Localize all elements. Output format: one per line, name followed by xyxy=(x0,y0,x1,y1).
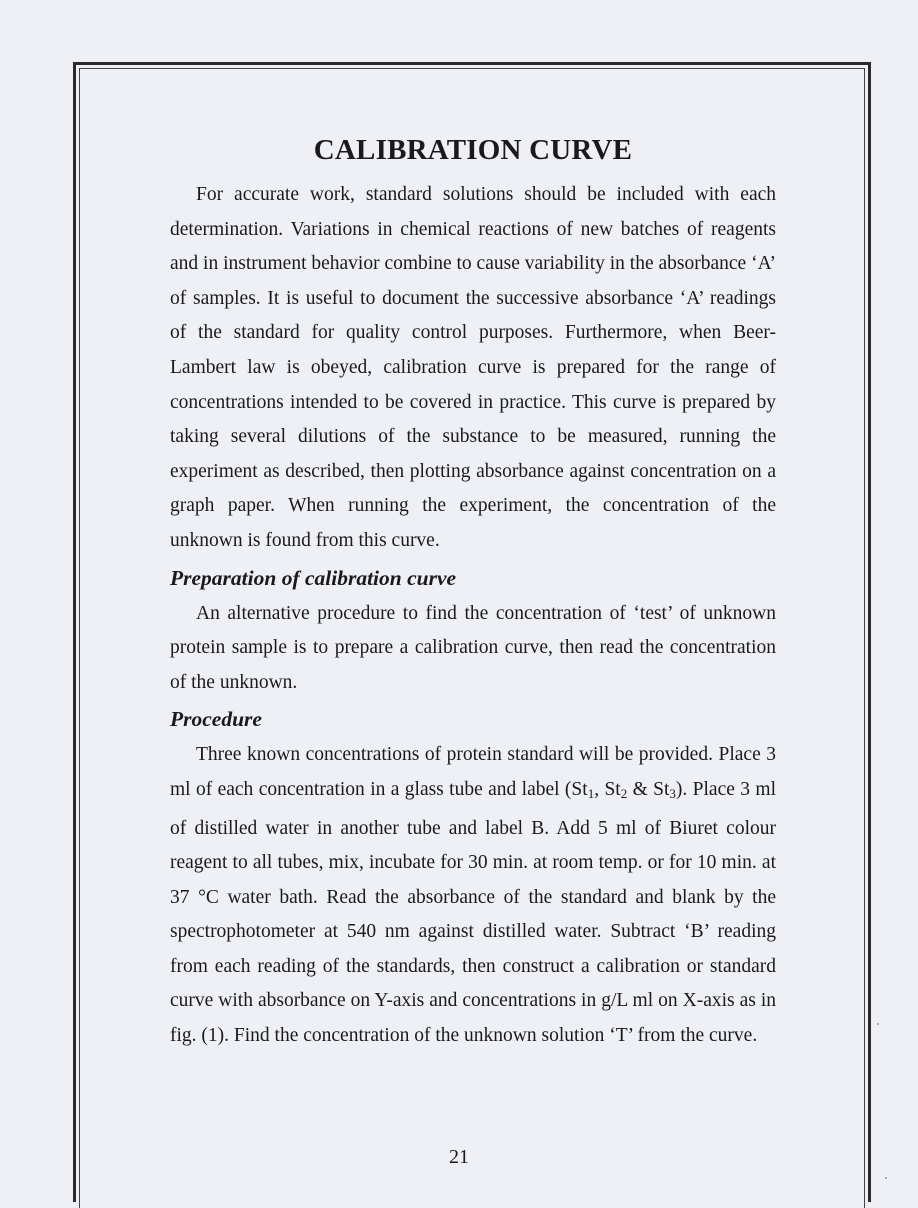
procedure-text-part3: & St xyxy=(627,778,670,800)
procedure-paragraph xyxy=(170,738,776,1053)
scan-speck xyxy=(877,1023,879,1025)
subscript-2: 2 xyxy=(620,785,628,801)
intro-paragraph: For accurate work, standard solutions should be included with each determination. Variations in chemical reactions of new batches of reagents and in instrument behavior combine to cause variability in the absorbance ‘A’ of samples. It is useful to document the successive absorbance ‘A’ readings of the standard for quality control purposes. Furthermore, when Beer-Lambert law is obeyed, calibration curve is prepared for the range of concentrations intended to be covered in practice. This curve is prepared by taking several dilutions of the substance to be measured, running the experiment as described, then plotting absorbance against concentration on a graph paper. When running the experiment, the concentration of the unknown is found from this curve. xyxy=(170,184,776,551)
subscript-3: 3 xyxy=(669,785,676,801)
procedure-text-part2: , St xyxy=(594,778,621,800)
section-heading-preparation: Preparation of calibration curve xyxy=(170,565,457,590)
document-body xyxy=(170,128,776,1054)
subscript-1: 1 xyxy=(587,785,595,801)
scan-speck xyxy=(885,1177,887,1179)
page-title: CALIBRATION CURVE xyxy=(313,134,633,166)
procedure-text-part1: Three known concentrations of protein standard will be provided. Place 3 ml of each concentration in a glass tube and label (St xyxy=(170,744,776,800)
procedure-text-part4: ). Place 3 ml of distilled water in another tube and label B. Add 5 ml of Biuret colour reagent to all tubes, mix, incubate for 30 min. at room temp. or for 10 min. at 37 °C water bath. Read the absorbance of the standard and blank by the spectrophotometer at 540 nm against distilled water. Subtract ‘B’ reading from each reading of the standards, then construct a calibration or standard curve with absorbance on Y-axis and concentrations in g/L ml on X-axis as in fig. (1). Find the concentration of the unknown solution ‘T’ from the curve. xyxy=(170,778,776,1047)
section-heading-procedure: Procedure xyxy=(170,707,262,732)
preparation-paragraph: An alternative procedure to find the concentration of ‘test’ of unknown protein sample is to prepare a calibration curve, then read the concentration of the unknown. xyxy=(170,602,776,693)
page-number: 21 xyxy=(449,1146,469,1168)
